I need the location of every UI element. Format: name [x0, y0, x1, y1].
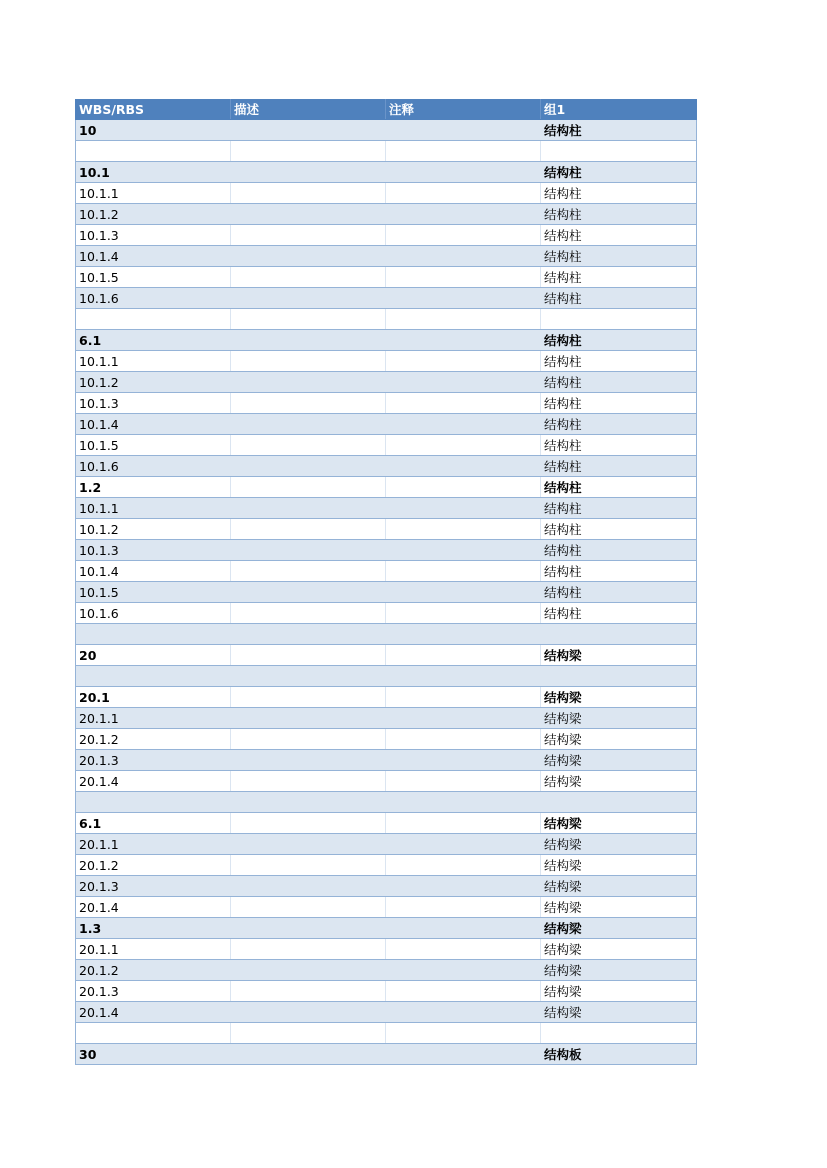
cell-description[interactable] [231, 141, 386, 162]
table-row [76, 456, 697, 477]
cell-wbs[interactable]: 20.1.1 [76, 834, 231, 855]
table-row [76, 918, 697, 939]
cell-note[interactable] [386, 183, 541, 204]
cell-group[interactable] [541, 624, 697, 645]
cell-description[interactable] [231, 225, 386, 246]
cell-wbs[interactable] [76, 309, 231, 330]
table-row [76, 729, 697, 750]
cell-note[interactable] [386, 582, 541, 603]
table-row [76, 792, 697, 813]
cell-description[interactable] [231, 897, 386, 918]
cell-description[interactable] [231, 267, 386, 288]
cell-description[interactable] [231, 981, 386, 1002]
cell-wbs[interactable] [76, 141, 231, 162]
cell-group[interactable]: 结构柱 [541, 267, 697, 288]
cell-group[interactable]: 结构梁 [541, 708, 697, 729]
cell-group[interactable]: 结构梁 [541, 729, 697, 750]
cell-group[interactable] [541, 666, 697, 687]
cell-group[interactable]: 结构柱 [541, 582, 697, 603]
table-row [76, 519, 697, 540]
cell-note[interactable] [386, 666, 541, 687]
cell-group[interactable]: 结构梁 [541, 750, 697, 771]
cell-description[interactable] [231, 540, 386, 561]
cell-note[interactable] [386, 834, 541, 855]
cell-wbs[interactable]: 10.1.2 [76, 372, 231, 393]
cell-note[interactable] [386, 708, 541, 729]
cell-description[interactable] [231, 309, 386, 330]
cell-description[interactable] [231, 771, 386, 792]
cell-note[interactable] [386, 813, 541, 834]
cell-wbs[interactable]: 10.1.4 [76, 246, 231, 267]
table-row [76, 813, 697, 834]
table-row [76, 246, 697, 267]
cell-note[interactable] [386, 120, 541, 141]
cell-description[interactable] [231, 393, 386, 414]
table-row [76, 414, 697, 435]
cell-group[interactable] [541, 792, 697, 813]
cell-description[interactable] [231, 330, 386, 351]
cell-group[interactable] [541, 141, 697, 162]
table-row [76, 498, 697, 519]
cell-wbs[interactable]: 20.1.4 [76, 771, 231, 792]
cell-group[interactable]: 结构梁 [541, 918, 697, 939]
cell-note[interactable] [386, 1023, 541, 1044]
cell-note[interactable] [386, 267, 541, 288]
cell-description[interactable] [231, 876, 386, 897]
cell-group[interactable]: 结构梁 [541, 960, 697, 981]
cell-description[interactable] [231, 603, 386, 624]
table-row [76, 708, 697, 729]
table-row [76, 435, 697, 456]
table-row [76, 582, 697, 603]
cell-wbs[interactable]: 10 [76, 120, 231, 141]
cell-note[interactable] [386, 204, 541, 225]
table-row [76, 981, 697, 1002]
cell-wbs[interactable] [76, 624, 231, 645]
cell-note[interactable] [386, 162, 541, 183]
cell-group[interactable]: 结构柱 [541, 330, 697, 351]
cell-note[interactable] [386, 309, 541, 330]
table-body [76, 120, 697, 1065]
cell-note[interactable] [386, 1044, 541, 1065]
cell-description[interactable] [231, 1023, 386, 1044]
table-row [76, 204, 697, 225]
cell-description[interactable] [231, 204, 386, 225]
cell-group[interactable]: 结构柱 [541, 393, 697, 414]
cell-wbs[interactable]: 1.2 [76, 477, 231, 498]
header-row [76, 99, 697, 120]
cell-group[interactable]: 结构柱 [541, 162, 697, 183]
cell-wbs[interactable]: 10.1.3 [76, 540, 231, 561]
cell-wbs[interactable]: 20.1.1 [76, 939, 231, 960]
cell-description[interactable] [231, 1002, 386, 1023]
cell-wbs[interactable]: 20.1.1 [76, 708, 231, 729]
cell-description[interactable] [231, 372, 386, 393]
cell-wbs[interactable]: 20.1.3 [76, 981, 231, 1002]
cell-note[interactable] [386, 897, 541, 918]
cell-description[interactable] [231, 645, 386, 666]
cell-description[interactable] [231, 498, 386, 519]
table-row [76, 645, 697, 666]
cell-description[interactable] [231, 246, 386, 267]
table-row [76, 120, 697, 141]
cell-wbs[interactable]: 20 [76, 645, 231, 666]
cell-description[interactable] [231, 288, 386, 309]
cell-note[interactable] [386, 351, 541, 372]
cell-wbs[interactable]: 20.1 [76, 687, 231, 708]
cell-note[interactable] [386, 477, 541, 498]
table-row [76, 183, 697, 204]
cell-wbs[interactable]: 10.1.2 [76, 204, 231, 225]
cell-group[interactable]: 结构梁 [541, 855, 697, 876]
cell-group[interactable]: 结构柱 [541, 519, 697, 540]
table-row [76, 750, 697, 771]
cell-wbs[interactable]: 30 [76, 1044, 231, 1065]
table-row [76, 351, 697, 372]
cell-note[interactable] [386, 918, 541, 939]
cell-description[interactable] [231, 960, 386, 981]
cell-group[interactable]: 结构柱 [541, 414, 697, 435]
table-row [76, 540, 697, 561]
cell-group[interactable]: 结构柱 [541, 204, 697, 225]
cell-group[interactable]: 结构柱 [541, 603, 697, 624]
cell-wbs[interactable]: 10.1.4 [76, 414, 231, 435]
header-note[interactable]: 注释 [386, 99, 541, 120]
cell-note[interactable] [386, 729, 541, 750]
cell-group[interactable]: 结构梁 [541, 834, 697, 855]
cell-group[interactable]: 结构板 [541, 1044, 697, 1065]
table-row [76, 771, 697, 792]
cell-note[interactable] [386, 456, 541, 477]
cell-description[interactable] [231, 666, 386, 687]
cell-wbs[interactable]: 10.1.2 [76, 519, 231, 540]
cell-wbs[interactable]: 10.1 [76, 162, 231, 183]
cell-note[interactable] [386, 225, 541, 246]
table-row [76, 855, 697, 876]
cell-group[interactable]: 结构柱 [541, 498, 697, 519]
cell-wbs[interactable]: 20.1.3 [76, 876, 231, 897]
table-row [76, 267, 697, 288]
cell-note[interactable] [386, 414, 541, 435]
table-row [76, 666, 697, 687]
table-row [76, 939, 697, 960]
table-row [76, 876, 697, 897]
cell-wbs[interactable]: 20.1.2 [76, 855, 231, 876]
cell-wbs[interactable]: 20.1.4 [76, 897, 231, 918]
cell-description[interactable] [231, 834, 386, 855]
table-header [76, 99, 697, 120]
cell-description[interactable] [231, 519, 386, 540]
cell-note[interactable] [386, 876, 541, 897]
table-row [76, 561, 697, 582]
table-row [76, 372, 697, 393]
cell-description[interactable] [231, 729, 386, 750]
table-row [76, 141, 697, 162]
table-row [76, 687, 697, 708]
cell-note[interactable] [386, 246, 541, 267]
cell-wbs[interactable]: 10.1.6 [76, 603, 231, 624]
cell-note[interactable] [386, 855, 541, 876]
cell-group[interactable]: 结构柱 [541, 540, 697, 561]
table-row [76, 897, 697, 918]
table-row [76, 162, 697, 183]
cell-wbs[interactable] [76, 666, 231, 687]
cell-description[interactable] [231, 813, 386, 834]
table-row [76, 834, 697, 855]
table-row [76, 1023, 697, 1044]
cell-group[interactable]: 结构梁 [541, 981, 697, 1002]
table-row [76, 1002, 697, 1023]
cell-group[interactable]: 结构柱 [541, 225, 697, 246]
cell-description[interactable] [231, 477, 386, 498]
cell-group[interactable]: 结构梁 [541, 1002, 697, 1023]
table-row [76, 1044, 697, 1065]
cell-group[interactable] [541, 1023, 697, 1044]
cell-wbs[interactable]: 10.1.3 [76, 225, 231, 246]
cell-group[interactable]: 结构梁 [541, 939, 697, 960]
cell-note[interactable] [386, 330, 541, 351]
cell-wbs[interactable] [76, 792, 231, 813]
cell-group[interactable]: 结构柱 [541, 456, 697, 477]
cell-wbs[interactable]: 10.1.1 [76, 351, 231, 372]
cell-description[interactable] [231, 162, 386, 183]
table-row [76, 330, 697, 351]
cell-wbs[interactable]: 6.1 [76, 330, 231, 351]
cell-description[interactable] [231, 750, 386, 771]
cell-wbs[interactable] [76, 1023, 231, 1044]
table-row [76, 309, 697, 330]
cell-wbs[interactable]: 10.1.5 [76, 435, 231, 456]
header-description[interactable]: 描述 [231, 99, 386, 120]
cell-wbs[interactable]: 20.1.4 [76, 1002, 231, 1023]
cell-group[interactable]: 结构柱 [541, 120, 697, 141]
cell-group[interactable]: 结构梁 [541, 771, 697, 792]
table-row [76, 477, 697, 498]
cell-description[interactable] [231, 939, 386, 960]
table-row [76, 288, 697, 309]
cell-note[interactable] [386, 939, 541, 960]
cell-note[interactable] [386, 498, 541, 519]
cell-description[interactable] [231, 855, 386, 876]
cell-wbs[interactable]: 1.3 [76, 918, 231, 939]
cell-wbs[interactable]: 20.1.2 [76, 729, 231, 750]
cell-description[interactable] [231, 708, 386, 729]
cell-wbs[interactable]: 10.1.6 [76, 456, 231, 477]
cell-note[interactable] [386, 561, 541, 582]
cell-description[interactable] [231, 582, 386, 603]
cell-group[interactable]: 结构柱 [541, 246, 697, 267]
table-row [76, 225, 697, 246]
cell-wbs[interactable]: 10.1.5 [76, 582, 231, 603]
cell-description[interactable] [231, 918, 386, 939]
cell-note[interactable] [386, 603, 541, 624]
cell-note[interactable] [386, 687, 541, 708]
cell-group[interactable] [541, 309, 697, 330]
cell-note[interactable] [386, 750, 541, 771]
cell-group[interactable]: 结构柱 [541, 372, 697, 393]
cell-description[interactable] [231, 687, 386, 708]
cell-group[interactable]: 结构柱 [541, 351, 697, 372]
cell-wbs[interactable]: 10.1.4 [76, 561, 231, 582]
cell-note[interactable] [386, 1002, 541, 1023]
cell-group[interactable]: 结构柱 [541, 477, 697, 498]
cell-description[interactable] [231, 561, 386, 582]
cell-description[interactable] [231, 351, 386, 372]
cell-wbs[interactable]: 10.1.5 [76, 267, 231, 288]
cell-wbs[interactable]: 10.1.3 [76, 393, 231, 414]
cell-wbs[interactable]: 6.1 [76, 813, 231, 834]
cell-group[interactable]: 结构柱 [541, 561, 697, 582]
cell-note[interactable] [386, 393, 541, 414]
cell-wbs[interactable]: 10.1.1 [76, 498, 231, 519]
cell-description[interactable] [231, 120, 386, 141]
cell-group[interactable]: 结构梁 [541, 645, 697, 666]
cell-group[interactable]: 结构柱 [541, 435, 697, 456]
wbs-table [75, 99, 697, 1065]
cell-note[interactable] [386, 435, 541, 456]
cell-group[interactable]: 结构柱 [541, 288, 697, 309]
table-row [76, 393, 697, 414]
cell-wbs[interactable]: 10.1.1 [76, 183, 231, 204]
cell-note[interactable] [386, 645, 541, 666]
cell-note[interactable] [386, 540, 541, 561]
cell-description[interactable] [231, 183, 386, 204]
header-wbs-rbs[interactable]: WBS/RBS [76, 99, 231, 120]
cell-wbs[interactable]: 20.1.3 [76, 750, 231, 771]
cell-description[interactable] [231, 435, 386, 456]
cell-note[interactable] [386, 372, 541, 393]
cell-group[interactable]: 结构梁 [541, 876, 697, 897]
cell-wbs[interactable]: 20.1.2 [76, 960, 231, 981]
cell-description[interactable] [231, 624, 386, 645]
cell-description[interactable] [231, 1044, 386, 1065]
header-group1[interactable]: 组1 [541, 99, 697, 120]
cell-note[interactable] [386, 960, 541, 981]
cell-wbs[interactable]: 10.1.6 [76, 288, 231, 309]
cell-description[interactable] [231, 792, 386, 813]
table-row [76, 603, 697, 624]
cell-group[interactable]: 结构梁 [541, 897, 697, 918]
cell-note[interactable] [386, 771, 541, 792]
cell-group[interactable]: 结构柱 [541, 183, 697, 204]
cell-note[interactable] [386, 624, 541, 645]
cell-note[interactable] [386, 792, 541, 813]
cell-note[interactable] [386, 519, 541, 540]
cell-group[interactable]: 结构梁 [541, 813, 697, 834]
cell-note[interactable] [386, 141, 541, 162]
cell-group[interactable]: 结构梁 [541, 687, 697, 708]
cell-note[interactable] [386, 981, 541, 1002]
cell-description[interactable] [231, 414, 386, 435]
table-row [76, 960, 697, 981]
table-row [76, 624, 697, 645]
cell-note[interactable] [386, 288, 541, 309]
cell-description[interactable] [231, 456, 386, 477]
